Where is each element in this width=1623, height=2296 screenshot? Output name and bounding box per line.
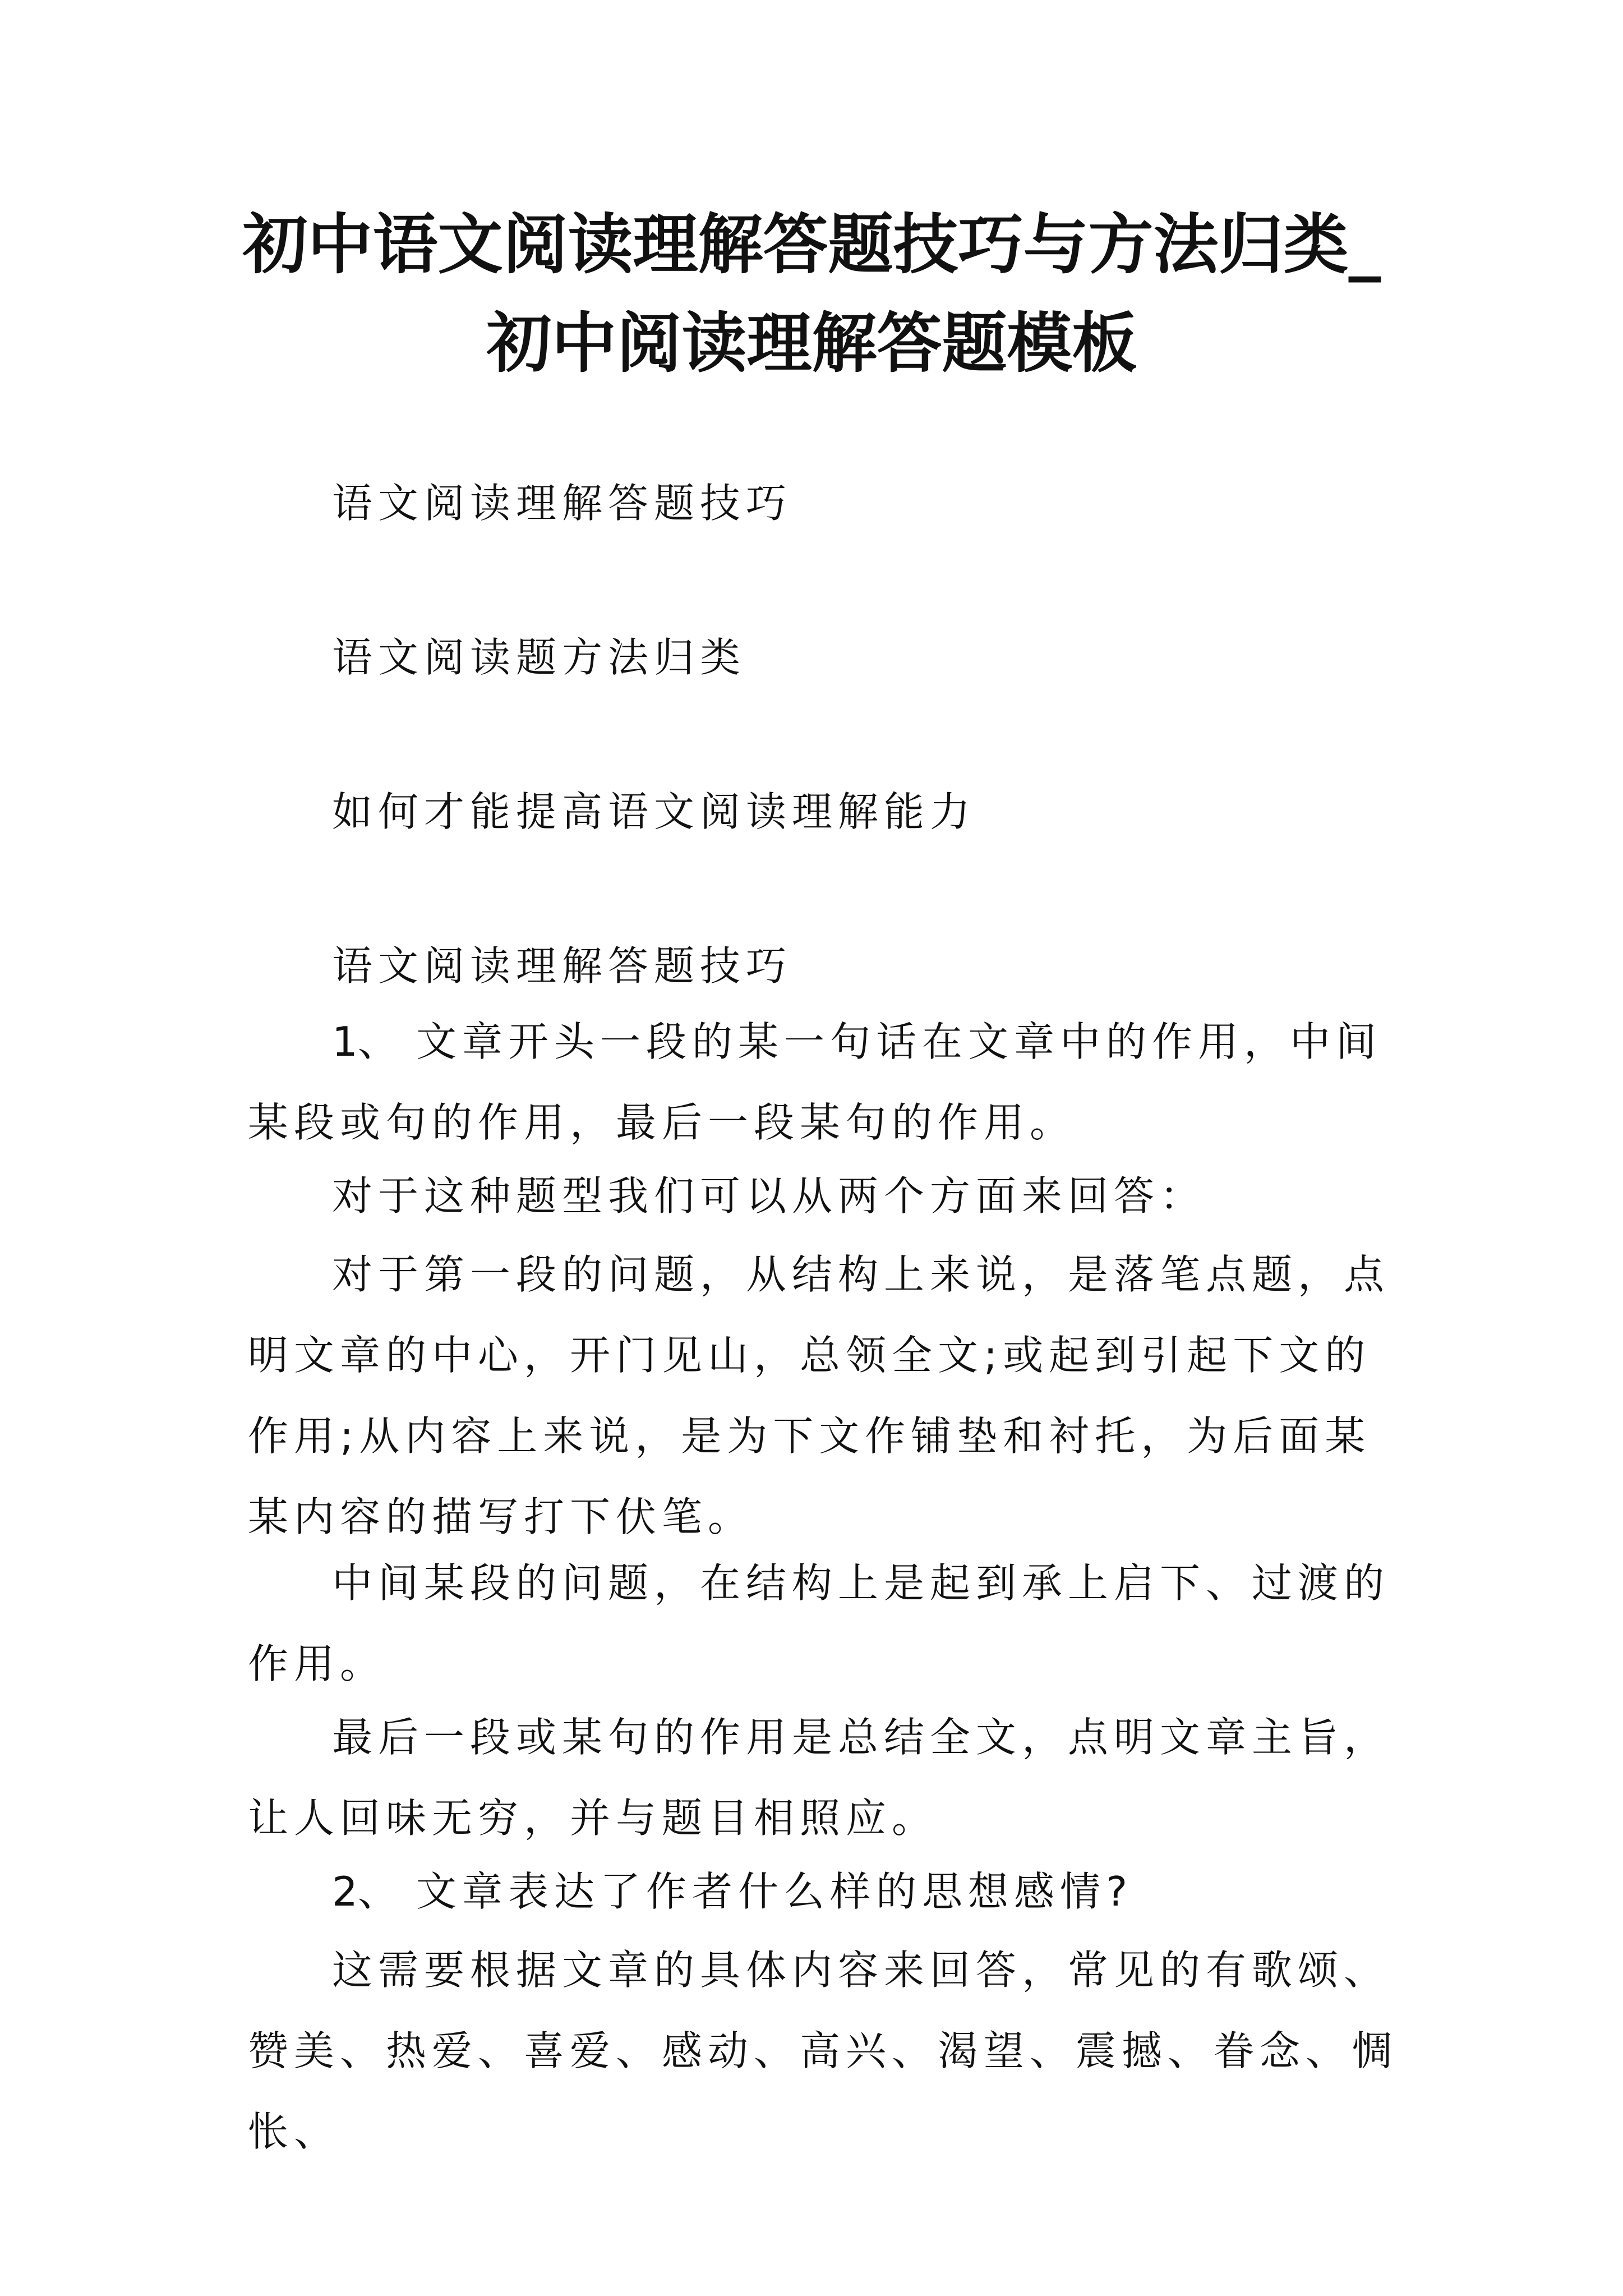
body-paragraph: 这需要根据文章的具体内容来回答，常见的有歌颂、赞美、热爱、喜爱、感动、高兴、渴望、震撼、眷念、惆怅、 bbox=[248, 1947, 1398, 2155]
item-number: 2、 bbox=[332, 1868, 398, 1915]
item-question: 文章开头一段的某一句话在文章中的作用，中间某段或句的作用，最后一段某句的作用。 bbox=[248, 1018, 1382, 1146]
numbered-item bbox=[248, 1001, 1414, 1163]
numbered-item bbox=[248, 1851, 1414, 1932]
toc-item: 语文阅读理解答题技巧 bbox=[332, 480, 792, 527]
body-paragraph: 对于第一段的问题，从结构上来说，是落笔点题，点明文章的中心，开门见山，总领全文;或起到引起下文的作用;从内容上来说，是为下文作铺垫和衬托，为后面某某内容的描写打下伏笔。 bbox=[248, 1251, 1390, 1540]
body-paragraph: 最后一段或某句的作用是总结全文，点明文章主旨，让人回味无穷，并与题目相照应。 bbox=[248, 1714, 1390, 1842]
item-number: 1、 bbox=[332, 1018, 398, 1065]
item-question: 文章表达了作者什么样的思想感情? bbox=[416, 1868, 1133, 1915]
toc-item: 语文阅读题方法归类 bbox=[332, 634, 746, 681]
section-heading: 语文阅读理解答题技巧 bbox=[332, 942, 792, 990]
body-paragraph: 对于这种题型我们可以从两个方面来回答： bbox=[332, 1172, 1206, 1220]
document-title: 初中语文阅读理解答题技巧与方法归类_初中阅读理解答题模板 bbox=[242, 206, 1381, 381]
toc-item: 如何才能提高语文阅读理解能力 bbox=[332, 788, 976, 835]
body-paragraph: 中间某段的问题，在结构上是起到承上启下、过渡的作用。 bbox=[248, 1559, 1390, 1687]
